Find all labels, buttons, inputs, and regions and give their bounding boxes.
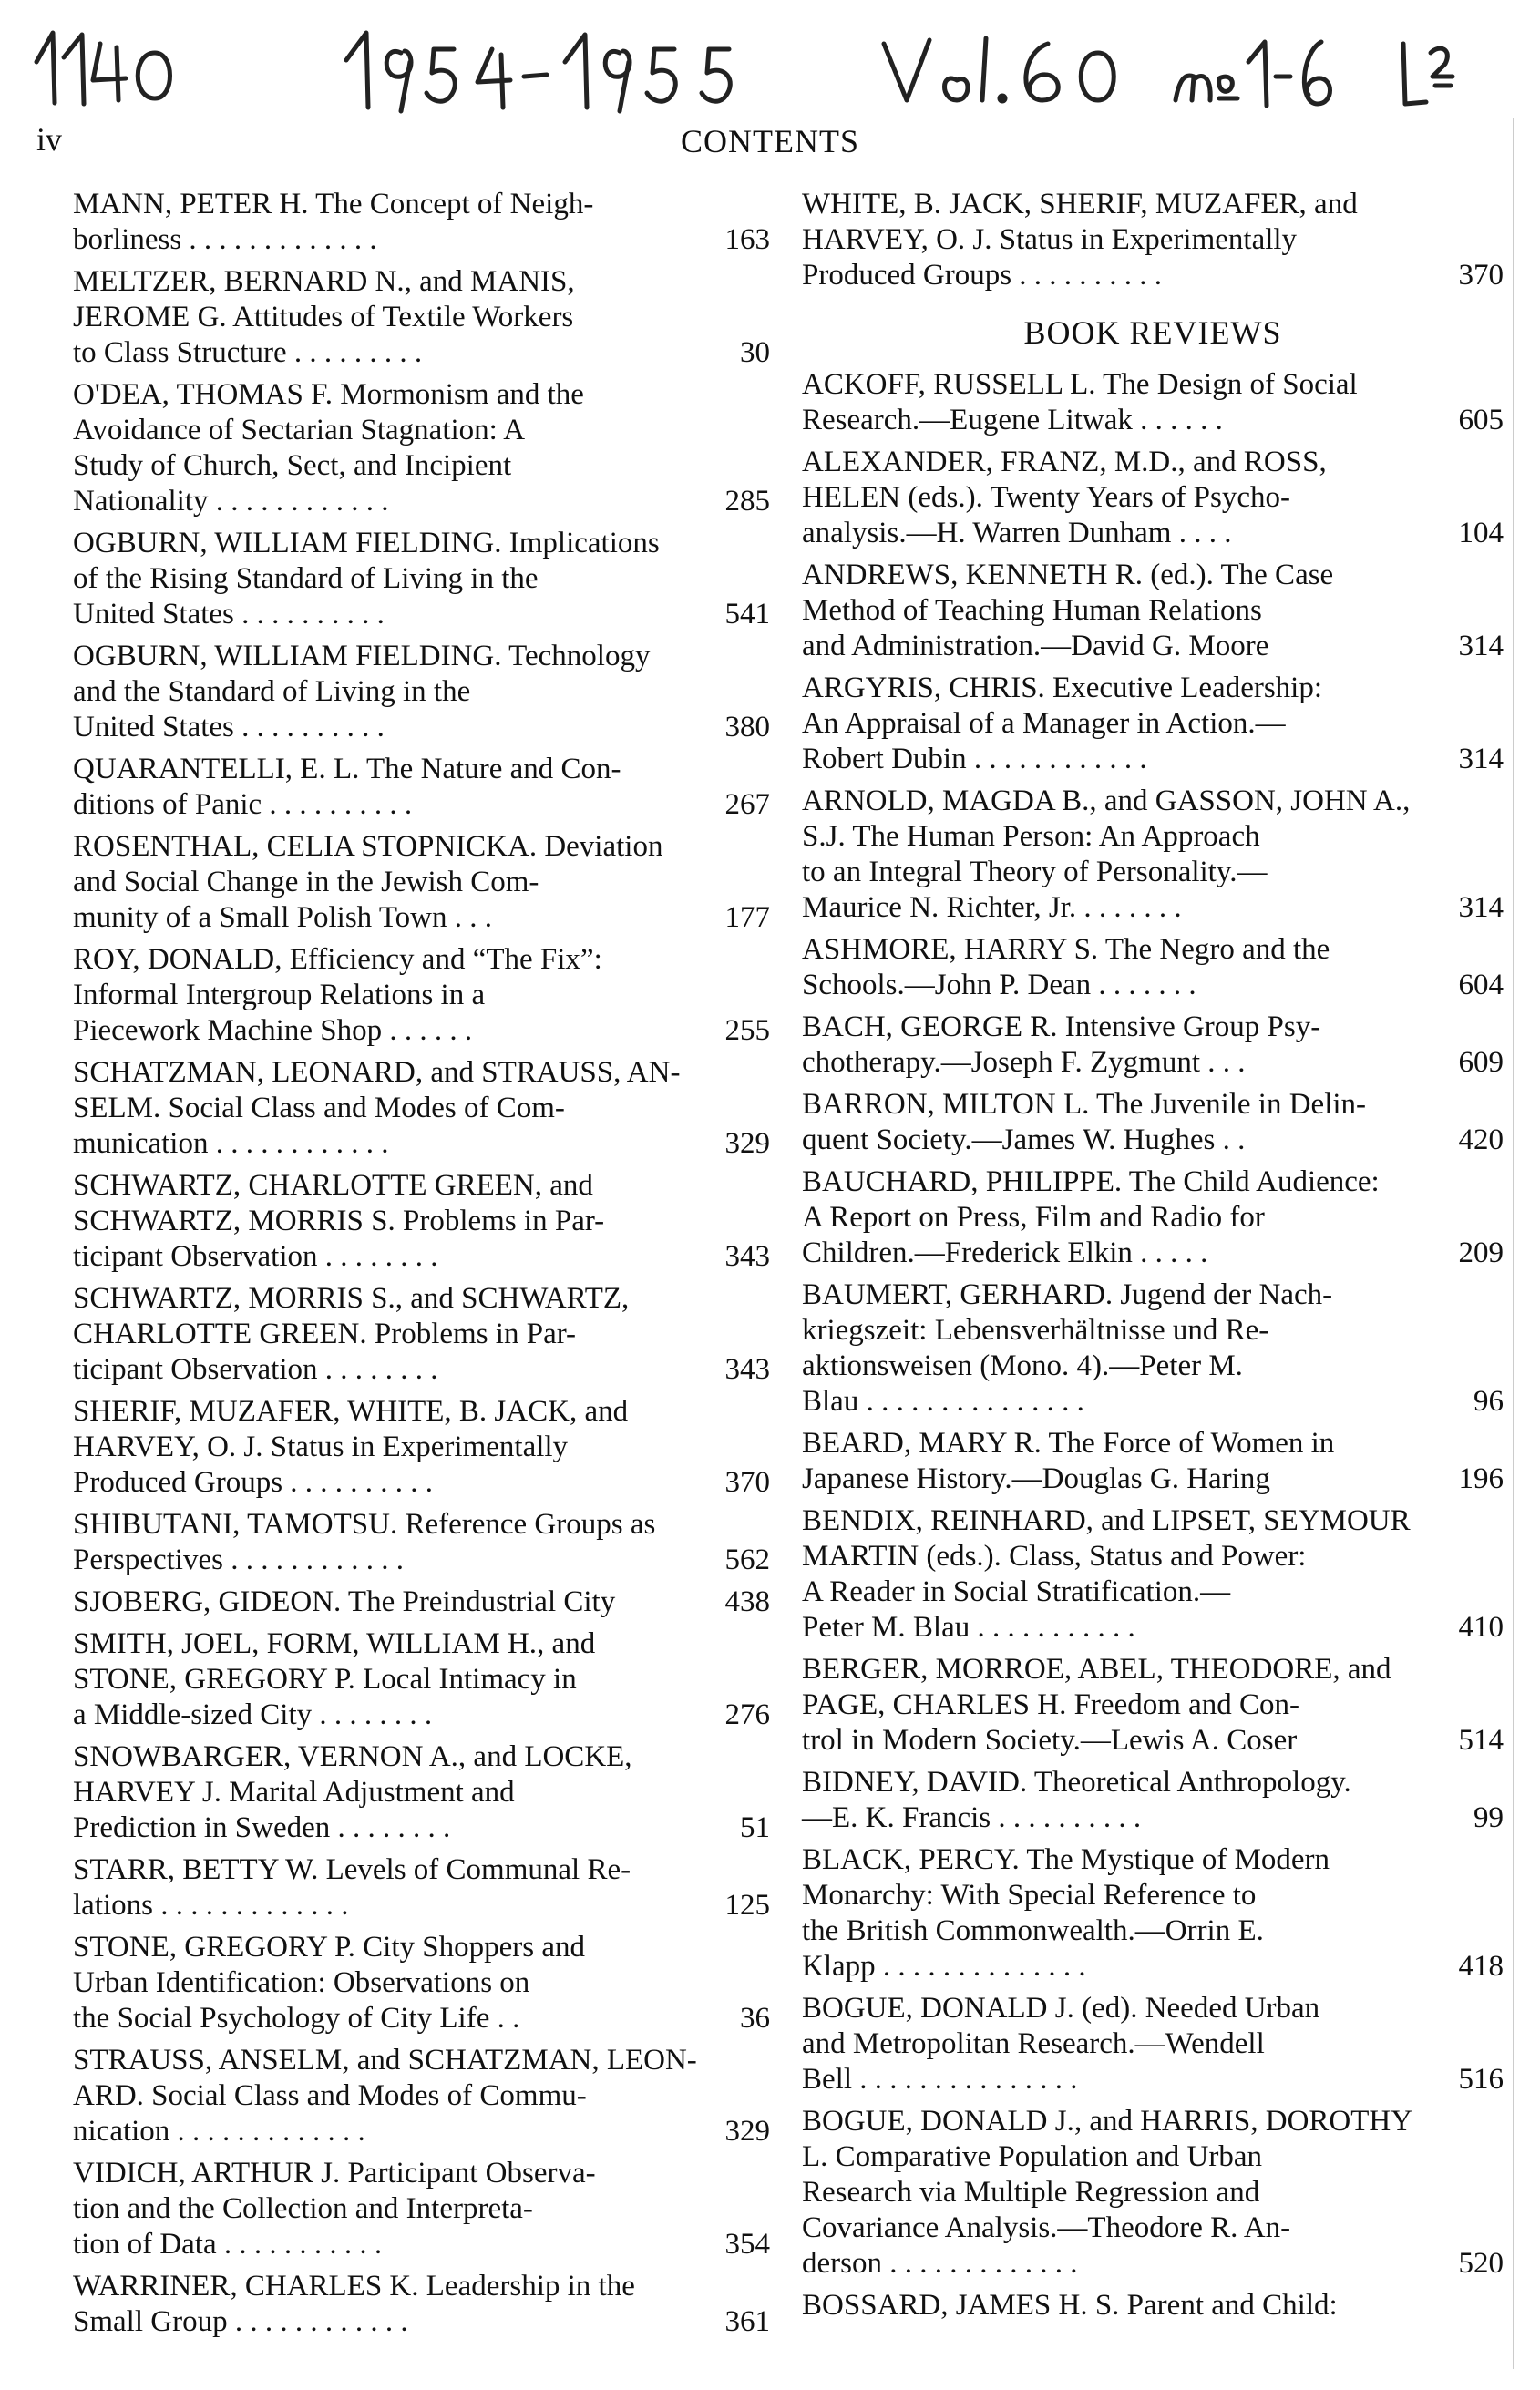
entry-line: Bell . . . . . . . . . . . . . . . <box>802 2063 1078 2096</box>
entry-line: Perspectives . . . . . . . . . . . . <box>73 1544 404 1576</box>
entry-line: SMITH, JOEL, FORM, WILLIAM H., and <box>73 1627 596 1660</box>
entry-page-number: 329 <box>720 2114 771 2149</box>
article-index-entry <box>73 2156 770 2262</box>
entry-line: Covariance Analysis.—Theodore R. An- <box>802 2211 1291 2244</box>
entry-page-number: 99 <box>1468 1800 1504 1836</box>
entry-line: and the Standard of Living in the <box>73 675 471 708</box>
entry-line: to an Integral Theory of Personality.— <box>802 856 1268 888</box>
entry-line: WHITE, B. JACK, SHERIF, MUZAFER, and <box>802 188 1358 221</box>
entry-line: SELM. Social Class and Modes of Com- <box>73 1092 565 1124</box>
entry-line: Informal Intergroup Relations in a <box>73 979 486 1011</box>
entry-page-number: 285 <box>720 484 771 519</box>
entry-line: HARVEY, O. J. Status in Experimentally <box>802 223 1298 256</box>
entry-line: aktionsweisen (Mono. 4).—Peter M. <box>802 1349 1243 1382</box>
handwritten-note <box>18 16 1522 126</box>
entry-line: Blau . . . . . . . . . . . . . . . <box>802 1385 1084 1418</box>
entry-line: chotherapy.—Joseph F. Zygmunt . . . <box>802 1046 1246 1079</box>
book-review-entry <box>802 784 1504 926</box>
entry-line: Study of Church, Sect, and Incipient <box>73 449 512 482</box>
entry-line: A Report on Press, Film and Radio for <box>802 1201 1265 1234</box>
entry-line: ASHMORE, HARRY S. The Negro and the <box>802 933 1330 966</box>
entry-line: ARGYRIS, CHRIS. Executive Leadership: <box>802 672 1323 704</box>
entry-line: and Social Change in the Jewish Com- <box>73 866 539 898</box>
book-review-entry <box>802 1765 1504 1836</box>
entry-line: STRAUSS, ANSELM, and SCHATZMAN, LEON- <box>73 2044 697 2077</box>
article-index-entry <box>73 1168 770 1275</box>
entry-page-number: 562 <box>720 1543 771 1578</box>
book-review-entry <box>802 1842 1504 1985</box>
entry-page-number: 196 <box>1453 1462 1504 1497</box>
article-index-entry <box>73 1585 770 1620</box>
entry-line: ditions of Panic . . . . . . . . . . <box>73 788 413 821</box>
book-review-entry <box>802 367 1504 438</box>
entry-line: lations . . . . . . . . . . . . . <box>73 1889 349 1922</box>
entry-line: kriegszeit: Lebensverhältnisse und Re- <box>802 1314 1269 1347</box>
entry-line: A Reader in Social Stratification.— <box>802 1575 1231 1608</box>
entry-page-number: 370 <box>720 1465 771 1501</box>
article-index-entry <box>73 526 770 632</box>
entry-line: and Metropolitan Research.—Wendell <box>802 2027 1265 2060</box>
entry-line: Piecework Machine Shop . . . . . . <box>73 1014 473 1047</box>
entry-line: Produced Groups . . . . . . . . . . <box>802 259 1163 292</box>
entry-page-number: 420 <box>1453 1123 1504 1158</box>
entry-page-number: 125 <box>720 1888 771 1923</box>
book-review-entry <box>802 1277 1504 1420</box>
entry-page-number: 209 <box>1453 1236 1504 1271</box>
book-review-entry <box>802 1426 1504 1497</box>
entry-line: CHARLOTTE GREEN. Problems in Par- <box>73 1318 577 1350</box>
article-index-entry <box>73 752 770 823</box>
article-index-entry <box>73 829 770 936</box>
entry-line: Peter M. Blau . . . . . . . . . . . <box>802 1611 1135 1644</box>
entry-line: SNOWBARGER, VERNON A., and LOCKE, <box>73 1740 632 1773</box>
article-index-entry <box>73 639 770 745</box>
article-index-entry <box>73 1626 770 1733</box>
entry-page-number: 314 <box>1453 890 1504 926</box>
book-review-entry <box>802 1503 1504 1646</box>
entry-line: ARNOLD, MAGDA B., and GASSON, JOHN A., <box>802 785 1411 817</box>
entry-line: SCHWARTZ, MORRIS S. Problems in Par- <box>73 1205 605 1237</box>
entry-line: Produced Groups . . . . . . . . . . <box>73 1466 434 1499</box>
article-index-entry <box>73 2043 770 2149</box>
entry-line: Research.—Eugene Litwak . . . . . . <box>802 404 1223 436</box>
entry-line: SCHATZMAN, LEONARD, and STRAUSS, AN- <box>73 1056 681 1089</box>
entry-line: the British Commonwealth.—Orrin E. <box>802 1914 1264 1947</box>
entry-page-number: 276 <box>720 1698 771 1733</box>
article-index-entry <box>73 1507 770 1578</box>
entry-page-number: 96 <box>1468 1384 1504 1420</box>
entry-line: MANN, PETER H. The Concept of Neigh- <box>73 188 594 221</box>
book-review-entry <box>802 445 1504 551</box>
entry-line: Children.—Frederick Elkin . . . . . <box>802 1236 1208 1269</box>
entry-line: quent Society.—James W. Hughes . . <box>802 1123 1246 1156</box>
article-index-entry <box>73 1930 770 2036</box>
entry-page-number: 361 <box>720 2304 771 2340</box>
book-review-entry <box>802 1652 1504 1759</box>
entry-line: Prediction in Sweden . . . . . . . . <box>73 1811 451 1844</box>
article-index-entry <box>802 187 1504 293</box>
book-review-entry <box>802 558 1504 664</box>
entry-line: nication . . . . . . . . . . . . . <box>73 2115 365 2148</box>
entry-line: Robert Dubin . . . . . . . . . . . . <box>802 743 1147 775</box>
entry-line: BEARD, MARY R. The Force of Women in <box>802 1427 1335 1460</box>
entry-page-number: 343 <box>720 1239 771 1275</box>
entry-page-number: 516 <box>1453 2062 1504 2098</box>
entry-line: the Social Psychology of City Life . . <box>73 2002 520 2035</box>
entry-page-number: 177 <box>720 900 771 936</box>
entry-page-number: 104 <box>1453 516 1504 551</box>
entry-page-number: 370 <box>1453 258 1504 293</box>
entry-line: Klapp . . . . . . . . . . . . . . <box>802 1950 1086 1983</box>
entry-page-number: 418 <box>1453 1949 1504 1985</box>
entry-line: STONE, GREGORY P. City Shoppers and <box>73 1931 585 1964</box>
entry-page-number: 520 <box>1453 2246 1504 2282</box>
entry-line: BOGUE, DONALD J. (ed). Needed Urban <box>802 1992 1320 2025</box>
entry-line: tion and the Collection and Interpreta- <box>73 2192 533 2225</box>
entry-page-number: 329 <box>720 1126 771 1162</box>
entry-line: HARVEY, O. J. Status in Experimentally <box>73 1431 569 1463</box>
entry-line: BAUMERT, GERHARD. Jugend der Nach- <box>802 1278 1333 1311</box>
entry-line: SJOBERG, GIDEON. The Preindustrial City <box>73 1585 616 1618</box>
entry-line: JEROME G. Attitudes of Textile Workers <box>73 301 574 333</box>
entry-line: An Appraisal of a Manager in Action.— <box>802 707 1286 740</box>
entry-line: STARR, BETTY W. Levels of Communal Re- <box>73 1853 631 1886</box>
entry-line: S.J. The Human Person: An Approach <box>802 820 1260 853</box>
entry-line: BLACK, PERCY. The Mystique of Modern <box>802 1843 1330 1876</box>
entry-line: BOGUE, DONALD J., and HARRIS, DOROTHY <box>802 2105 1413 2138</box>
article-index-entry <box>73 2269 770 2340</box>
entry-line: O'DEA, THOMAS F. Mormonism and the <box>73 378 584 411</box>
entry-line: BOSSARD, JAMES H. S. Parent and Child: <box>802 2289 1338 2322</box>
entry-line: ticipant Observation . . . . . . . . <box>73 1353 438 1386</box>
left-column <box>73 187 770 2346</box>
handwriting-drawing <box>18 16 1522 126</box>
entry-line: ticipant Observation . . . . . . . . <box>73 1240 438 1273</box>
right-column <box>802 187 1504 2330</box>
entry-page-number: 36 <box>734 2001 770 2036</box>
entry-line: Avoidance of Sectarian Stagnation: A <box>73 414 526 446</box>
entry-page-number: 314 <box>1453 742 1504 777</box>
entry-line: SCHWARTZ, MORRIS S., and SCHWARTZ, <box>73 1282 630 1315</box>
entry-page-number: 609 <box>1453 1045 1504 1081</box>
book-review-entry <box>802 932 1504 1003</box>
entry-line: BIDNEY, DAVID. Theoretical Anthropology. <box>802 1766 1351 1799</box>
entry-line: ALEXANDER, FRANZ, M.D., and ROSS, <box>802 446 1327 478</box>
entry-line: QUARANTELLI, E. L. The Nature and Con- <box>73 753 621 785</box>
entry-line: MARTIN (eds.). Class, Status and Power: <box>802 1540 1307 1573</box>
book-review-entry <box>802 1991 1504 2098</box>
entry-page-number: 380 <box>720 710 771 745</box>
entry-page-number: 605 <box>1453 403 1504 438</box>
entry-line: Maurice N. Richter, Jr. . . . . . . . <box>802 891 1182 924</box>
entry-line: —E. K. Francis . . . . . . . . . . <box>802 1801 1142 1834</box>
entry-line: BACH, GEORGE R. Intensive Group Psy- <box>802 1010 1321 1043</box>
article-index-entry <box>73 1852 770 1923</box>
entry-line: BENDIX, REINHARD, and LIPSET, SEYMOUR <box>802 1504 1411 1537</box>
entry-page-number: 354 <box>720 2227 771 2262</box>
entry-line: ROSENTHAL, CELIA STOPNICKA. Deviation <box>73 830 663 863</box>
entry-page-number: 541 <box>720 597 771 632</box>
entry-line: Urban Identification: Observations on <box>73 1966 530 1999</box>
book-review-entry <box>802 1164 1504 1271</box>
book-review-entry <box>802 1010 1504 1081</box>
entry-line: ANDREWS, KENNETH R. (ed.). The Case <box>802 559 1334 591</box>
entry-line: HARVEY J. Marital Adjustment and <box>73 1776 515 1809</box>
entry-line: BERGER, MORROE, ABEL, THEODORE, and <box>802 1653 1391 1686</box>
entry-line: munication . . . . . . . . . . . . <box>73 1127 389 1160</box>
entry-page-number: 267 <box>720 787 771 823</box>
entry-line: BAUCHARD, PHILIPPE. The Child Audience: <box>802 1165 1380 1198</box>
entry-line: BARRON, MILTON L. The Juvenile in Delin- <box>802 1088 1367 1121</box>
entry-line: ACKOFF, RUSSELL L. The Design of Social <box>802 368 1358 401</box>
entry-line: WARRINER, CHARLES K. Leadership in the <box>73 2270 635 2303</box>
entry-page-number: 410 <box>1453 1610 1504 1646</box>
book-review-entry <box>802 1087 1504 1158</box>
entry-line: United States . . . . . . . . . . <box>73 598 385 631</box>
book-review-entry <box>802 671 1504 777</box>
scan-margin-rule <box>1513 118 1514 2369</box>
article-index-continued <box>802 187 1504 293</box>
entry-line: of the Rising Standard of Living in the <box>73 562 539 595</box>
entry-line: and Administration.—David G. Moore <box>802 630 1269 662</box>
entry-line: SHERIF, MUZAFER, WHITE, B. JACK, and <box>73 1395 629 1428</box>
entry-page-number: 163 <box>720 222 771 258</box>
entry-page-number: 30 <box>734 335 770 371</box>
entry-line: ROY, DONALD, Efficiency and “The Fix”: <box>73 943 602 976</box>
entry-line: a Middle-sized City . . . . . . . . <box>73 1698 433 1731</box>
entry-line: Schools.—John P. Dean . . . . . . . <box>802 969 1196 1001</box>
entry-page-number: 604 <box>1453 968 1504 1003</box>
entry-line: Monarchy: With Special Reference to <box>802 1879 1257 1912</box>
handwritten-note-text <box>447 44 462 45</box>
book-reviews-list <box>802 367 1504 2323</box>
entry-line: United States . . . . . . . . . . <box>73 711 385 744</box>
article-index-entry <box>73 187 770 258</box>
entry-line: HELEN (eds.). Twenty Years of Psycho- <box>802 481 1291 514</box>
entry-line: OGBURN, WILLIAM FIELDING. Implications <box>73 527 660 559</box>
entry-line: to Class Structure . . . . . . . . . <box>73 336 423 369</box>
article-index-entry <box>73 1394 770 1501</box>
entry-line: PAGE, CHARLES H. Freedom and Con- <box>802 1688 1300 1721</box>
page-number: iv <box>36 121 63 158</box>
entry-line: munity of a Small Polish Town . . . <box>73 901 493 934</box>
entry-page-number: 343 <box>720 1352 771 1388</box>
entry-line: SHIBUTANI, TAMOTSU. Reference Groups as <box>73 1508 656 1541</box>
article-index-entry <box>73 1055 770 1162</box>
book-reviews-heading: BOOK REVIEWS <box>1023 314 1282 351</box>
article-index-entry <box>73 942 770 1049</box>
book-review-entry <box>802 2288 1504 2323</box>
book-review-entry <box>802 2104 1504 2282</box>
entry-line: MELTZER, BERNARD N., and MANIS, <box>73 265 575 298</box>
entry-line: analysis.—H. Warren Dunham . . . . <box>802 517 1232 549</box>
entry-line: L. Comparative Population and Urban <box>802 2140 1262 2173</box>
entry-line: Method of Teaching Human Relations <box>802 594 1262 627</box>
running-head: CONTENTS <box>681 123 859 159</box>
entry-line: Nationality . . . . . . . . . . . . <box>73 485 389 518</box>
article-index-entry <box>73 377 770 519</box>
entry-line: ARD. Social Class and Modes of Commu- <box>73 2079 587 2112</box>
entry-page-number: 314 <box>1453 629 1504 664</box>
entry-line: OGBURN, WILLIAM FIELDING. Technology <box>73 640 651 672</box>
entry-line: borliness . . . . . . . . . . . . . <box>73 223 377 256</box>
entry-line: derson . . . . . . . . . . . . . <box>802 2247 1078 2280</box>
entry-page-number: 51 <box>734 1810 770 1846</box>
article-index-entry <box>73 1739 770 1846</box>
entry-line: Small Group . . . . . . . . . . . . <box>73 2305 408 2338</box>
entry-line: Japanese History.—Douglas G. Haring <box>802 1462 1270 1495</box>
article-index-entry <box>73 264 770 371</box>
entry-line: trol in Modern Society.—Lewis A. Coser <box>802 1724 1298 1757</box>
entry-page-number: 438 <box>720 1585 771 1620</box>
entry-line: VIDICH, ARTHUR J. Participant Observa- <box>73 2157 596 2190</box>
entry-line: STONE, GREGORY P. Local Intimacy in <box>73 1663 577 1696</box>
entry-page-number: 255 <box>720 1013 771 1049</box>
entry-line: tion of Data . . . . . . . . . . . <box>73 2228 383 2261</box>
article-index-entry <box>73 1281 770 1388</box>
entry-line: Research via Multiple Regression and <box>802 2176 1260 2209</box>
entry-line: SCHWARTZ, CHARLOTTE GREEN, and <box>73 1169 593 1202</box>
entry-page-number: 514 <box>1453 1723 1504 1759</box>
